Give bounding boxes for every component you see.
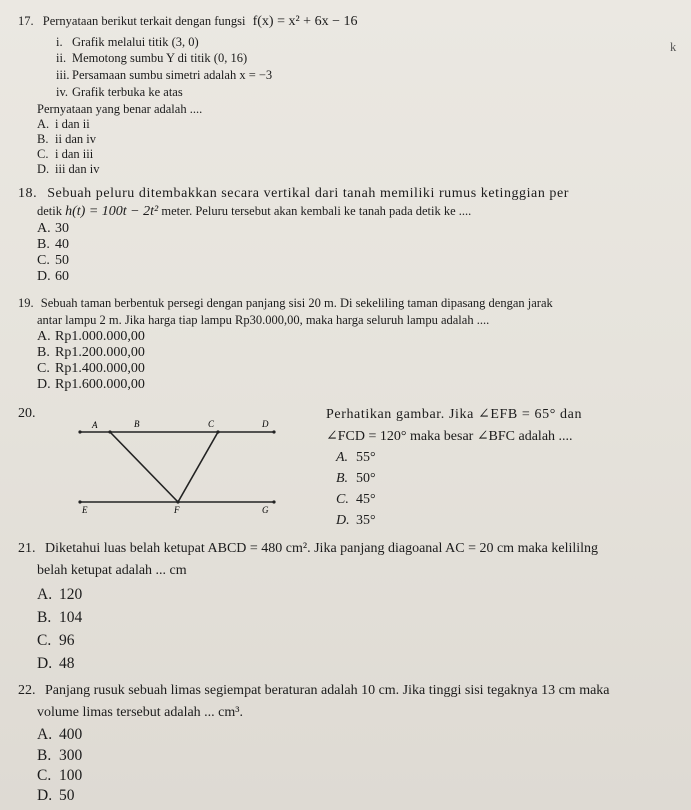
- q18-option-d-text: 60: [55, 269, 69, 284]
- label-e: E: [82, 505, 88, 515]
- q18-option-c-text: 50: [55, 253, 69, 268]
- q17-statement-3-text: Persamaan sumbu simetri adalah x = −3: [72, 68, 273, 82]
- q20-number: 20.: [18, 406, 36, 421]
- label-b: B: [134, 419, 140, 429]
- label-a: A: [92, 420, 98, 430]
- q20-option-a-text: 55°: [356, 450, 376, 465]
- q22-option-a-letter: A.: [37, 726, 53, 743]
- point-b: [108, 430, 111, 433]
- q19-option-c-letter: C.: [37, 361, 50, 376]
- q21-option-b-letter: B.: [37, 609, 52, 626]
- q18-option-c[interactable]: [37, 253, 69, 269]
- q19-option-d-letter: D.: [37, 377, 51, 392]
- q19-option-a-letter: A.: [37, 329, 51, 344]
- q17-option-d-letter: D.: [37, 162, 50, 176]
- q21-stem-line-1: [18, 541, 598, 557]
- q21-option-d-text: 48: [59, 655, 75, 672]
- q17-statement-1-text: Grafik melalui titik (3, 0): [72, 35, 199, 49]
- q17-function: f(x) = x² + 6x − 16: [252, 14, 358, 29]
- q18-option-d[interactable]: [37, 269, 69, 285]
- label-g: G: [262, 505, 269, 515]
- q19-stem-1: Sebuah taman berbentuk persegi dengan panjang sisi 20 m. Di sekeliling taman dipasang dengan jarak: [40, 296, 553, 310]
- q20-option-a-letter: A.: [336, 450, 349, 465]
- q22-stem-1: Panjang rusuk sebuah limas segiempat beraturan adalah 10 cm. Jika tinggi sisi tegaknya 13 cm maka: [45, 683, 610, 698]
- q19-option-b-letter: B.: [37, 345, 50, 360]
- q21-option-b-text: 104: [59, 609, 83, 626]
- q20-option-a[interactable]: [336, 450, 376, 466]
- q22-option-c-text: 100: [59, 767, 83, 784]
- q20-geometry-figure: [52, 414, 282, 520]
- q19-option-b[interactable]: [37, 345, 145, 361]
- q21-option-c[interactable]: [37, 632, 75, 650]
- q17-statement-3: [56, 68, 272, 83]
- q17-statement-4-roman: iv.: [56, 85, 69, 99]
- segment-bf: [110, 432, 178, 502]
- q17-option-a[interactable]: [37, 117, 90, 132]
- q20-option-b-text: 50°: [356, 471, 376, 486]
- q18-stem-2-pre: detik: [37, 204, 62, 218]
- q17-option-d-text: iii dan iv: [55, 162, 100, 176]
- q21-option-c-letter: C.: [37, 632, 52, 649]
- q17-option-c[interactable]: [37, 147, 93, 162]
- q21-stem-line-2: belah ketupat adalah ... cm: [37, 563, 187, 578]
- q22-option-b-text: 300: [59, 747, 83, 764]
- label-d: D: [262, 419, 269, 429]
- q22-option-b-letter: B.: [37, 747, 52, 764]
- q17-option-c-text: i dan iii: [55, 147, 94, 161]
- q18-stem-line-1: [18, 186, 569, 202]
- q21-option-a-text: 120: [59, 586, 83, 603]
- q21-option-d[interactable]: [37, 655, 75, 673]
- q20-option-b[interactable]: [336, 471, 376, 487]
- q20-option-c-text: 45°: [356, 492, 376, 507]
- q19-option-a-text: Rp1.000.000,00: [55, 329, 145, 344]
- q17-option-b[interactable]: [37, 132, 96, 147]
- q17-statement-4-text: Grafik terbuka ke atas: [72, 85, 183, 99]
- q17-option-a-text: i dan ii: [55, 117, 90, 131]
- q17-statement-4: [56, 85, 183, 100]
- q18-formula: h(t) = 100t − 2t²: [65, 204, 159, 219]
- q22-option-a[interactable]: [37, 726, 82, 744]
- point-d: [272, 430, 275, 433]
- q21-number: 21.: [18, 541, 36, 556]
- q17-option-a-letter: A.: [37, 117, 50, 131]
- q22-option-c[interactable]: [37, 767, 82, 785]
- q19-option-a[interactable]: [37, 329, 145, 345]
- q18-option-d-letter: D.: [37, 269, 51, 284]
- point-a: [78, 430, 81, 433]
- q19-option-c[interactable]: [37, 361, 145, 377]
- q17-option-b-text: ii dan iv: [55, 132, 96, 146]
- q19-option-c-text: Rp1.400.000,00: [55, 361, 145, 376]
- q19-option-d[interactable]: [37, 377, 145, 393]
- q17-option-c-letter: C.: [37, 147, 49, 161]
- q17-stem-line: [18, 14, 357, 30]
- q20-option-d-letter: D.: [336, 513, 350, 528]
- q17-option-d[interactable]: [37, 162, 99, 177]
- q17-number: 17.: [18, 14, 34, 28]
- q19-option-b-text: Rp1.200.000,00: [55, 345, 145, 360]
- q22-number: 22.: [18, 683, 36, 698]
- q17-option-b-letter: B.: [37, 132, 49, 146]
- q17-statement-1-roman: i.: [56, 35, 63, 49]
- q22-option-d-text: 50: [59, 787, 75, 804]
- q18-stem-1: Sebuah peluru ditembakkan secara vertikal dari tanah memiliki rumus ketinggian per: [47, 186, 569, 201]
- q22-option-a-text: 400: [59, 726, 83, 743]
- q18-option-a-text: 30: [55, 221, 69, 236]
- q20-option-d[interactable]: [336, 513, 376, 529]
- q17-statement-2-roman: ii.: [56, 51, 67, 65]
- margin-mark: k: [670, 40, 677, 54]
- q17-statement-1: [56, 35, 199, 50]
- q20-option-b-letter: B.: [336, 471, 349, 486]
- q19-option-d-text: Rp1.600.000,00: [55, 377, 145, 392]
- q18-stem-line-2: [37, 204, 471, 220]
- point-f: [176, 500, 179, 503]
- q21-option-a[interactable]: [37, 586, 82, 604]
- q19-number: 19.: [18, 296, 34, 310]
- q21-option-b[interactable]: [37, 609, 82, 627]
- q19-stem-line-2: antar lampu 2 m. Jika harga tiap lampu Rp30.000,00, maka harga seluruh lampu adalah ....: [37, 313, 490, 327]
- q17-statement-3-roman: iii.: [56, 68, 70, 82]
- q17-prompt: Pernyataan yang benar adalah ....: [37, 102, 203, 116]
- q22-stem-line-1: [18, 683, 610, 699]
- q17-statement-2: [56, 51, 247, 66]
- q20-stem-line-1: Perhatikan gambar. Jika ∠EFB = 65° dan: [326, 407, 583, 422]
- q18-option-a-letter: A.: [37, 221, 51, 236]
- q20-option-c-letter: C.: [336, 492, 349, 507]
- q20-option-d-text: 35°: [356, 513, 376, 528]
- label-f: F: [174, 505, 180, 515]
- label-c: C: [208, 419, 215, 429]
- q21-option-a-letter: A.: [37, 586, 53, 603]
- q17-statement-2-text: Memotong sumbu Y di titik (0, 16): [72, 51, 248, 65]
- q20-option-c[interactable]: [336, 492, 376, 508]
- q18-option-b-text: 40: [55, 237, 69, 252]
- q21-stem-1: Diketahui luas belah ketupat ABCD = 480 cm². Jika panjang diagoanal AC = 20 cm maka kelililng: [45, 541, 599, 556]
- q18-option-c-letter: C.: [37, 253, 50, 268]
- q22-stem-line-2: volume limas tersebut adalah ... cm³.: [37, 705, 243, 720]
- q19-stem-line-1: [18, 296, 553, 311]
- q22-option-c-letter: C.: [37, 767, 52, 784]
- point-c: [216, 430, 219, 433]
- q21-option-d-letter: D.: [37, 655, 53, 672]
- segment-cf: [178, 432, 218, 502]
- q18-option-b-letter: B.: [37, 237, 50, 252]
- q22-option-b[interactable]: [37, 747, 82, 765]
- q20-stem-line-2: ∠FCD = 120° maka besar ∠BFC adalah ....: [326, 429, 573, 444]
- q18-number: 18.: [18, 186, 38, 201]
- point-g: [272, 500, 275, 503]
- q22-option-d[interactable]: [37, 787, 75, 805]
- q18-option-a[interactable]: [37, 221, 69, 237]
- q21-option-c-text: 96: [59, 632, 75, 649]
- q17-stem: Pernyataan berikut terkait dengan fungsi: [42, 14, 246, 28]
- q18-option-b[interactable]: [37, 237, 69, 253]
- point-e: [78, 500, 81, 503]
- q18-stem-2-post: meter. Peluru tersebut akan kembali ke tanah pada detik ke ....: [161, 204, 472, 218]
- q22-option-d-letter: D.: [37, 787, 53, 804]
